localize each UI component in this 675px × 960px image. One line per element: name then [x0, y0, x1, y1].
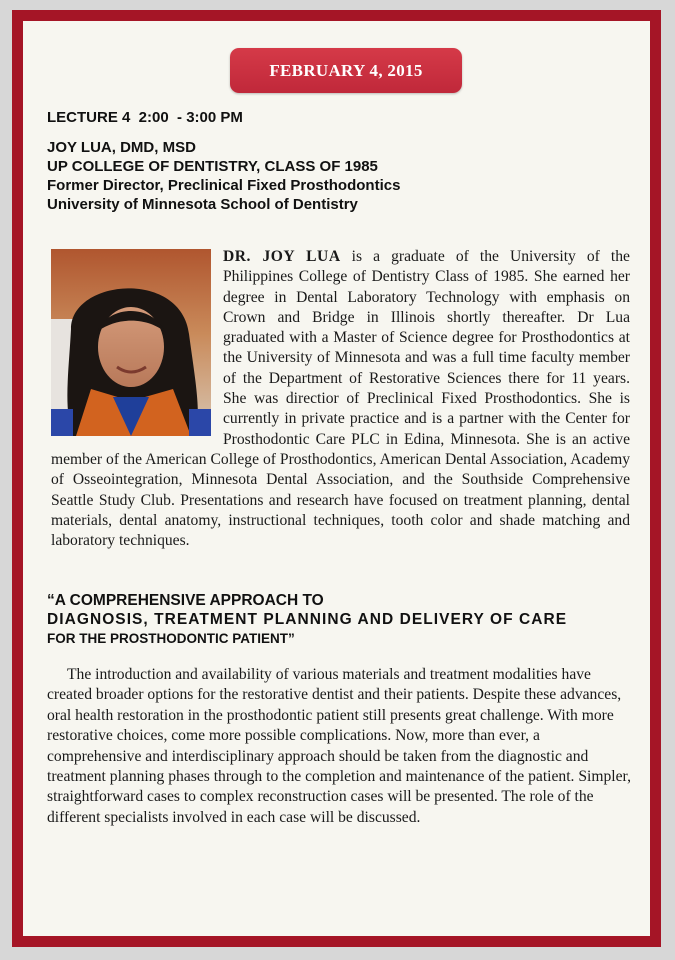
- date-text: FEBRUARY 4, 2015: [269, 60, 423, 80]
- talk-title-line2: DIAGNOSIS, TREATMENT PLANNING AND DELIVERY OF CARE: [47, 611, 568, 628]
- talk-title-line1: “A COMPREHENSIVE APPROACH TO: [47, 592, 324, 609]
- page-border: [12, 10, 661, 947]
- date-badge: [230, 48, 462, 93]
- lecture-time: LECTURE 4 2:00 - 3:00 PM: [47, 109, 243, 126]
- speaker-institution: University of Minnesota School of Dentistry: [47, 196, 358, 213]
- talk-abstract: The introduction and availability of various materials and treatment modalities have created broader options for the restorative dentist and their patients. Despite these advances, oral health restoration in the prosthodontic patient still presents great challenge. With more restorative choices, come more possible complications. Now, more than ever, a comprehensive and interdisciplinary approach should be taken from the diagnostic and treatment planning phases through to the completion and maintenance of the patient. Simpler, straightforward cases to complex reconstruction cases will be presented. The role of the different specialists involved in each case will be discussed.: [47, 666, 631, 826]
- bio-name: DR. JOY LUA: [223, 248, 341, 265]
- speaker-block: [47, 138, 400, 214]
- flyer-page: [23, 21, 650, 936]
- speaker-photo: [51, 249, 211, 436]
- speaker-name: JOY LUA, DMD, MSD: [47, 139, 196, 156]
- talk-title-line3: FOR THE PROSTHODONTIC PATIENT”: [47, 631, 295, 646]
- talk-title: [47, 591, 637, 648]
- speaker-school: UP COLLEGE OF DENTISTRY, CLASS OF 1985: [47, 158, 378, 175]
- portrait-icon: [51, 249, 211, 436]
- bio-text: is a graduate of the University of the Philippines College of Dentistry Class of 1985. She earned her degree in Dental Laboratory Technology with emphasis on Crown and Bridge in Illinois shortly thereafter. Dr Lua graduated with a Master of Science degree for Prosthodontics at the University of Minnesota and was a full time faculty member of the Department of Restorative Sciences there for 11 years. She was directior of Preclinical Fixed Prosthodontics. She is currently in private practice and is a partner with the Center for Prosthodontic Care PLC in Edina, Minnesota. She is an active member of the American College of Prosthodontics, American Dental Association, Academy of Osseointegration, Minnesota Dental Association, and the Southside Comprehensive Seattle Study Club. Presentations and research have focused on treatment planning, dental materials, dental anatomy, instructional techniques, tooth color and shade matching and laboratory techniques.: [51, 248, 630, 550]
- speaker-role: Former Director, Preclinical Fixed Prosthodontics: [47, 177, 401, 194]
